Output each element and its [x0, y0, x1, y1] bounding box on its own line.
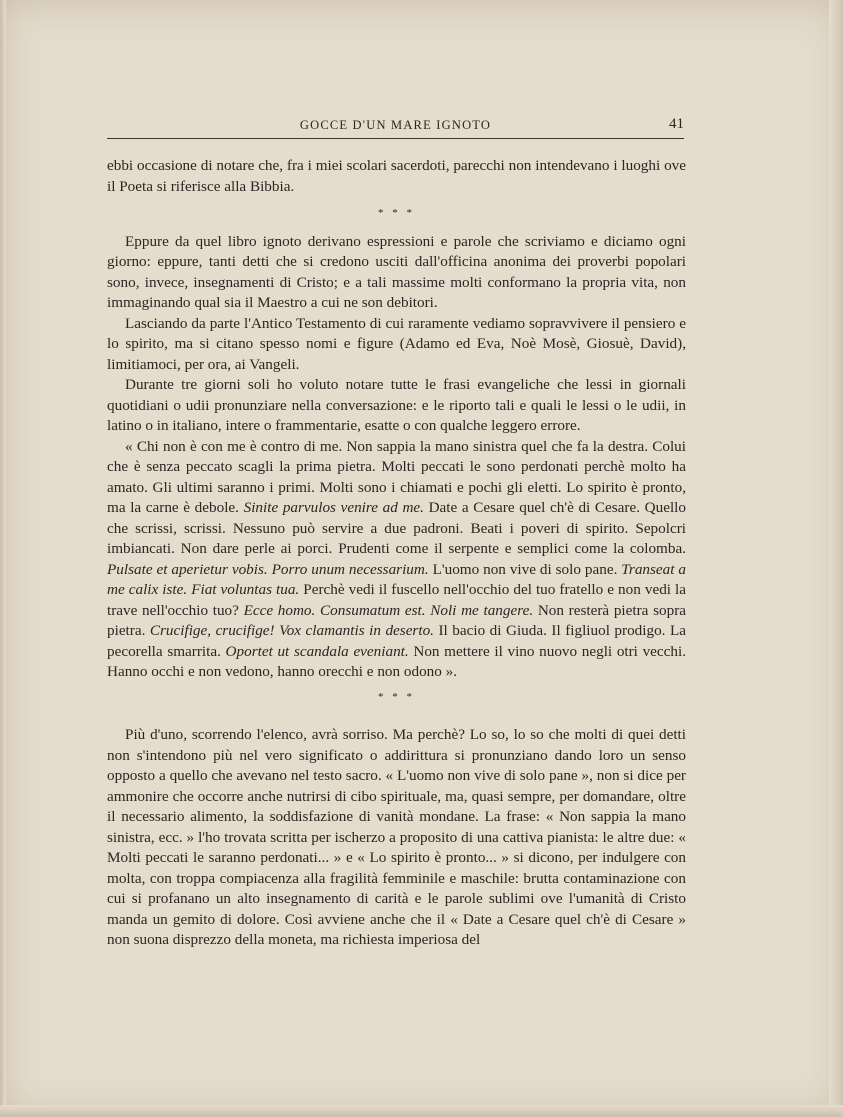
paragraph-continued: ebbi occasione di notare che, fra i miei scolari sacerdoti, parecchi non intendevano i luoghi ove il Poeta si riferisce alla Bibbia. — [107, 157, 686, 195]
page-header — [107, 116, 684, 139]
section-separator: * * * — [378, 207, 415, 219]
quote-text: L'uomo non vive di solo pane. — [428, 560, 622, 578]
quote-text: Il bacio di Giuda. Il figliuol prodigo. La pecorella smarrita. — [107, 622, 687, 660]
quote-text: Non mettere il vino nuovo negli otri vecchi. Hanno occhi e non vedono, hanno orecchi e non odono ». — [107, 642, 686, 680]
paragraph: Eppure da quel libro ignoto derivano espressioni e parole che scriviamo e diciamo ogni giorno: eppure, tanti detti che si credono usciti dall'officina anonima dei proverbi popolari sono, invece, insegnamenti di Cristo; e a tali massime molti conformano la propria vita, non immaginando qual sia il Maestro a cui ne son debitori. — [107, 232, 686, 311]
paragraph: Più d'uno, scorrendo l'elenco, avrà sorriso. Ma perchè? Lo so, lo so che molti di quei detti non s'intendono più nel vero significato o addirittura si pronunziano dando loro un senso opposto a quello che avevano nel testo sacro. « L'uomo non vive di solo pane », non si dice per ammonire che occorre anche nutrirsi di cibo spirituale, ma, quasi sempre, per domandare, oltre il necessario alimento, la soddisfazione di vanità mondane. La frase: « Non sappia la mano sinistra, ecc. » l'ho trovata scritta per ischerzo a proposito di una cattiva pianista: le altre due: « Molti peccati le saranno perdonati... » e « Lo spirito è pronto... » si dicono, per indulgere con molta, con troppa compiacenza alla fragilità femminile e maschile: brutta contaminazione con cui si profanano un alto insegnamento di carità e le parole sublimi ove l'umanità di Cristo manda un gemito di dolore. Così avviene anche che il « Date a Cesare quel ch'è di Cesare » non suona disprezzo della moneta, ma richiesta imperiosa del — [107, 726, 686, 948]
latin-quote: Pulsate et aperietur vobis. Porro unum necessarium. — [107, 560, 429, 578]
quote-text: Perchè vedi il fuscello nell'occhio del tuo fratello e non vedi la trave nell'occhio tuo? — [107, 581, 686, 619]
quote-text: Date a Cesare quel ch'è di Cesare. Quello che scrissi, scrissi. Nessuno può servire a due padroni. Beati i poveri di spirito. Sepolcri imbiancati. Non dare perle ai porci. Prudenti come il serpente e semplici come la colomba. — [107, 499, 686, 557]
quote-text: « Chi non è con me è contro di me. Non sappia la mano sinistra quel che fa la destra. Colui che è senza peccato scagli la prima pietra. Molti peccati le sono perdonati perchè molto ha amato. Gli ultimi saranno i primi. Molti sono i chiamati e pochi gli eletti. Lo spirito è pronto, ma la carne è debole. — [107, 437, 686, 516]
section-separator: * * * — [378, 690, 415, 703]
latin-quote: Sinite parvulos venire ad me. — [243, 499, 424, 516]
running-title: GOCCE D'UN MARE IGNOTO — [299, 118, 492, 132]
latin-quote: Crucifige, crucifige! Vox clamantis in deserto. — [149, 622, 434, 639]
quotation-paragraph — [107, 437, 686, 683]
quote-text: Non resterà pietra sopra pietra. — [107, 601, 686, 639]
page-edge-bottom — [0, 1105, 843, 1117]
page-number: 41 — [669, 116, 684, 132]
page-edge-right — [829, 0, 843, 1117]
latin-quote: Transeat a me calix iste. Fiat voluntas tua. — [107, 560, 686, 598]
latin-quote: Ecce homo. Consumatum est. Noli me tangere. — [243, 601, 534, 619]
paragraph: Durante tre giorni soli ho voluto notare tutte le frasi evangeliche che lessi in giornali quotidiani o udii pronunziare nella conversazione: e le riporto tali e quali le lessi o le udii, in latino o in italiano, intere o frammentarie, esatte o con qualche leggero errore. — [107, 376, 686, 434]
page-edge-left — [0, 0, 6, 1117]
page-body — [107, 156, 686, 951]
paragraph: Lasciando da parte l'Antico Testamento di cui raramente vediamo sopravvivere il pensiero e lo spirito, ma si citano spesso nomi e figure (Adamo ed Eva, Noè Mosè, Giosuè, David), limitiamoci, per ora, ai Vangeli. — [107, 314, 686, 373]
latin-quote: Oportet ut scandala eveniant. — [225, 642, 409, 660]
